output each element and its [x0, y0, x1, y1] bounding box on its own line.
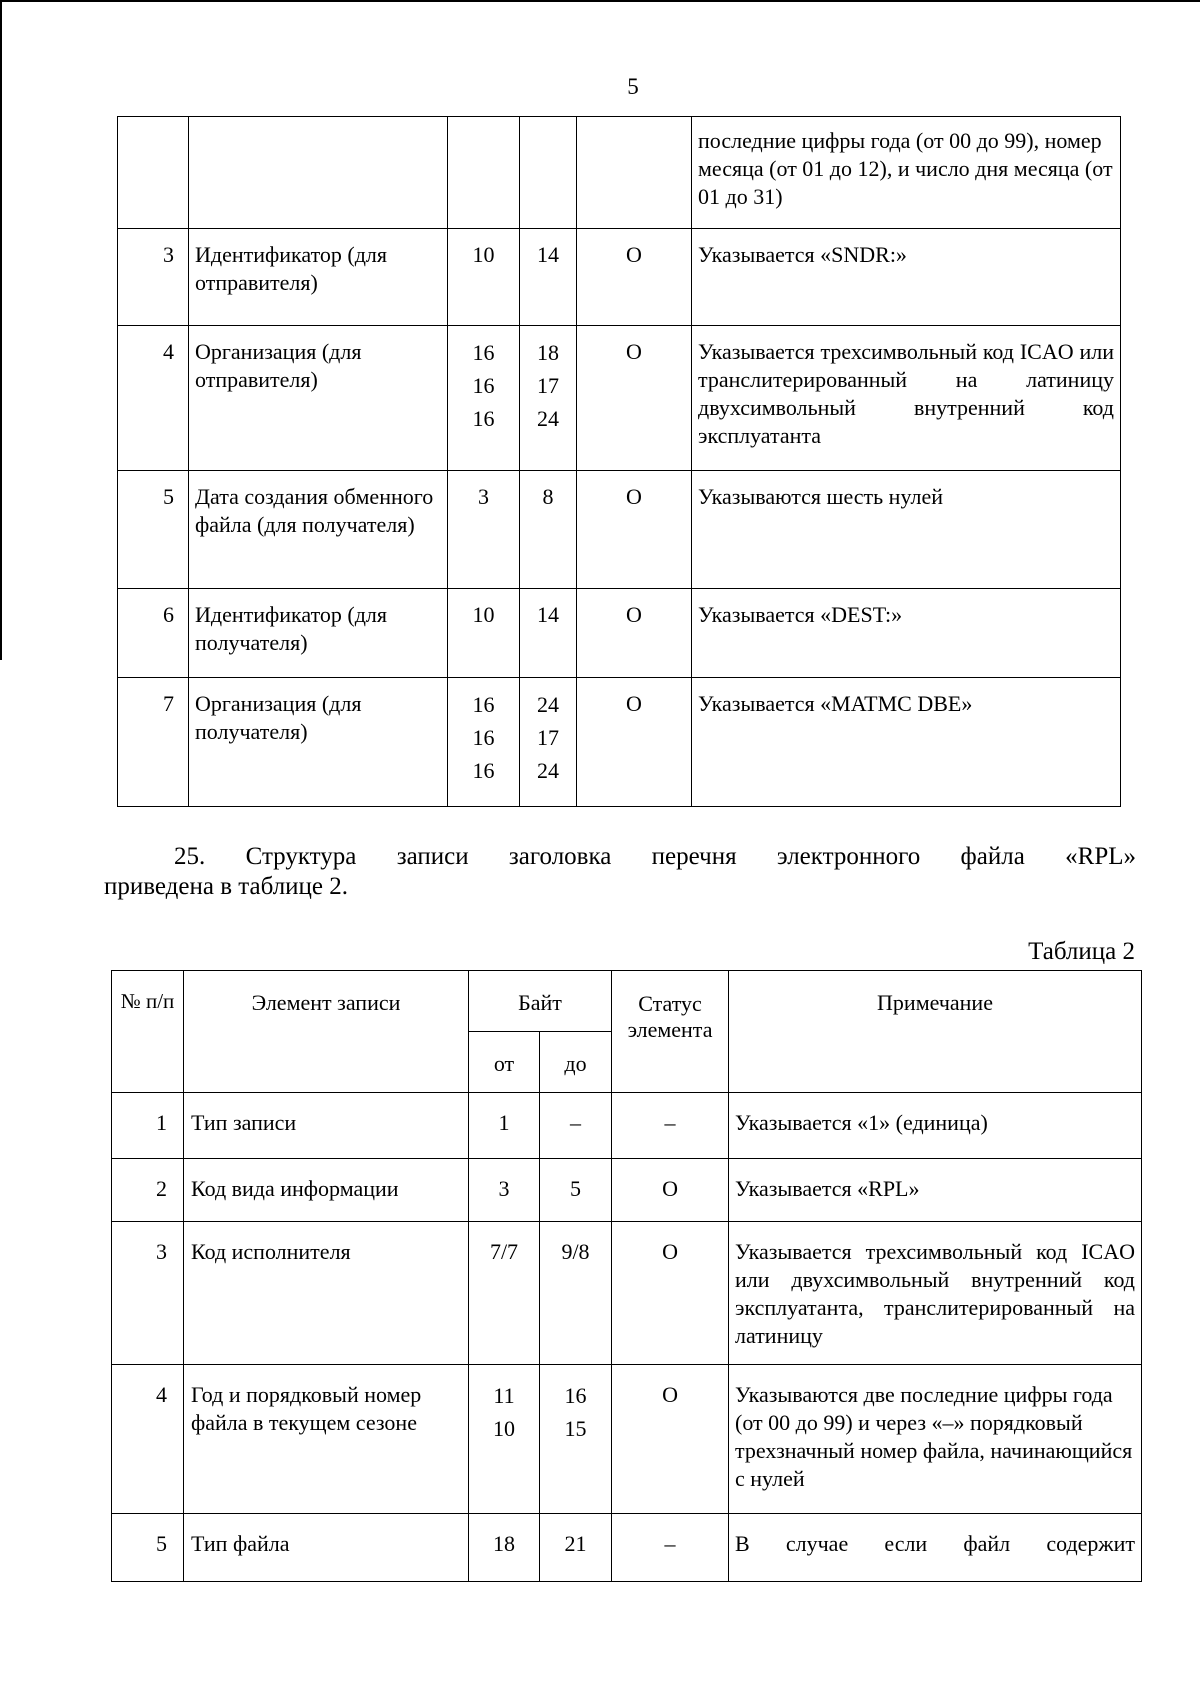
row-status: О	[577, 678, 692, 807]
header-note: Примечание	[729, 971, 1142, 1093]
row-status: О	[577, 229, 692, 326]
table-row	[112, 1093, 1142, 1159]
table-caption: Таблица 2	[1028, 938, 1135, 965]
table-2	[111, 970, 1142, 1582]
table-row	[118, 117, 1121, 229]
row-element: Код исполнителя	[184, 1222, 469, 1365]
row-number	[118, 117, 189, 229]
table-row	[118, 229, 1121, 326]
header-status: Статус элемента	[612, 971, 729, 1093]
row-byte-from: 18	[469, 1514, 540, 1582]
row-note: Указываются две последние цифры года (от 00 до 99) и через «–» порядковый трехзначный номер файла, начинающийся с нулей	[729, 1365, 1142, 1514]
row-byte-to: 21	[540, 1514, 612, 1582]
row-byte-from: 7/7	[469, 1222, 540, 1365]
row-number: 6	[118, 589, 189, 678]
row-byte-from: 10	[448, 589, 520, 678]
row-note: последние цифры года (от 00 до 99), номер месяца (от 01 до 12), и число дня месяца (от 01 до 31)	[692, 117, 1121, 229]
row-byte-to: 14	[520, 229, 577, 326]
row-byte-from: 11 10	[469, 1365, 540, 1514]
row-note: Указывается «1» (единица)	[729, 1093, 1142, 1159]
row-element: Идентификатор (для получателя)	[189, 589, 448, 678]
row-byte-from: 3	[469, 1159, 540, 1222]
row-byte-to: 24 17 24	[520, 678, 577, 807]
table-row	[118, 326, 1121, 471]
page-number: 5	[627, 74, 639, 99]
row-note: Указывается «MATMC DBE»	[692, 678, 1121, 807]
row-byte-from: 16 16 16	[448, 678, 520, 807]
row-status: О	[612, 1159, 729, 1222]
row-byte-from: 16 16 16	[448, 326, 520, 471]
row-status: О	[577, 471, 692, 589]
row-note: Указывается трехсимвольный код ICAO или двухсимвольный внутренний код эксплуатанта, транслитерированный на латиницу	[729, 1222, 1142, 1365]
header-bytes: Байт	[469, 971, 612, 1032]
row-byte-from: 3	[448, 471, 520, 589]
row-byte-to: 9/8	[540, 1222, 612, 1365]
row-number: 1	[112, 1093, 184, 1159]
table-row	[112, 1222, 1142, 1365]
row-number: 4	[118, 326, 189, 471]
table-row	[118, 589, 1121, 678]
row-byte-to: –	[540, 1093, 612, 1159]
row-byte-from: 10	[448, 229, 520, 326]
row-number: 5	[112, 1514, 184, 1582]
row-element: Тип записи	[184, 1093, 469, 1159]
row-number: 2	[112, 1159, 184, 1222]
paragraph-line: 25. Структура записи заголовка перечня электронного файла «RPL»	[174, 843, 1136, 870]
header-element: Элемент записи	[184, 971, 469, 1093]
row-note: Указывается «DEST:»	[692, 589, 1121, 678]
row-note: Указываются шесть нулей	[692, 471, 1121, 589]
table-row	[112, 1365, 1142, 1514]
row-element: Код вида информации	[184, 1159, 469, 1222]
row-status: –	[612, 1093, 729, 1159]
row-note: В случае если файл содержит	[729, 1514, 1142, 1582]
row-byte-from	[448, 117, 520, 229]
row-byte-to: 16 15	[540, 1365, 612, 1514]
row-byte-to	[520, 117, 577, 229]
row-status: О	[612, 1222, 729, 1365]
row-note: Указывается трехсимвольный код ICAO или транслитерированный на латиницу двухсимвольный внутренний код эксплуатанта	[692, 326, 1121, 471]
row-note: Указывается «SNDR:»	[692, 229, 1121, 326]
row-byte-to: 8	[520, 471, 577, 589]
table-header-row	[112, 971, 1142, 1032]
row-status: О	[577, 326, 692, 471]
row-number: 3	[112, 1222, 184, 1365]
table-row	[112, 1514, 1142, 1582]
row-number: 7	[118, 678, 189, 807]
row-element: Тип файла	[184, 1514, 469, 1582]
section-paragraph	[104, 842, 1136, 902]
row-byte-to: 5	[540, 1159, 612, 1222]
row-byte-from: 1	[469, 1093, 540, 1159]
paragraph-line: приведена в таблице 2.	[104, 873, 349, 900]
row-byte-to: 18 17 24	[520, 326, 577, 471]
row-element: Идентификатор (для отправителя)	[189, 229, 448, 326]
row-status: –	[612, 1514, 729, 1582]
row-status	[577, 117, 692, 229]
row-element: Организация (для отправителя)	[189, 326, 448, 471]
scan-edge-top	[0, 0, 1200, 2]
row-element: Год и порядковый номер файла в текущем сезоне	[184, 1365, 469, 1514]
table-row	[118, 471, 1121, 589]
row-number: 4	[112, 1365, 184, 1514]
row-number: 5	[118, 471, 189, 589]
row-byte-to: 14	[520, 589, 577, 678]
header-byte-to: до	[540, 1032, 612, 1093]
row-status: О	[577, 589, 692, 678]
row-status: О	[612, 1365, 729, 1514]
header-num: № п/п	[112, 971, 184, 1093]
table-row	[118, 678, 1121, 807]
row-element: Организация (для получателя)	[189, 678, 448, 807]
table-row	[112, 1159, 1142, 1222]
row-element	[189, 117, 448, 229]
row-element: Дата создания обменного файла (для получателя)	[189, 471, 448, 589]
header-byte-from: от	[469, 1032, 540, 1093]
table-1	[117, 116, 1121, 807]
row-note: Указывается «RPL»	[729, 1159, 1142, 1222]
row-number: 3	[118, 229, 189, 326]
